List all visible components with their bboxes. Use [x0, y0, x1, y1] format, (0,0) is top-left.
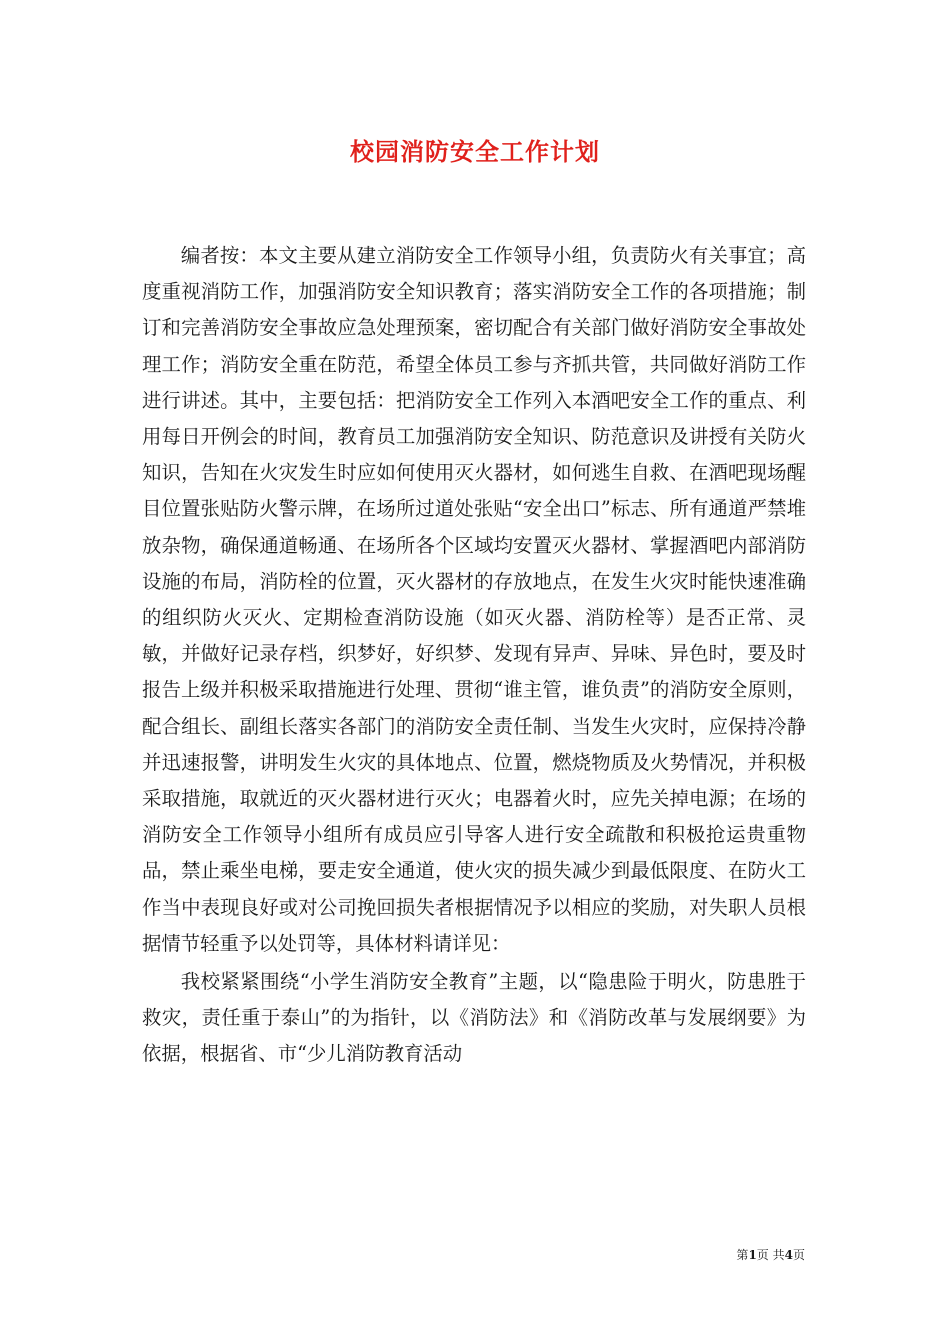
body-paragraph: 我校紧紧围绕“小学生消防安全教育”主题，以“隐患险于明火，防患胜于救灾，责任重于泰山”的为指针，以《消防法》和《消防改革与发展纲要》为依据，根据省、市“少儿消防教育活动 — [142, 970, 806, 1066]
footer-suffix: 页 — [792, 1248, 805, 1262]
footer-total-pages: 4 — [784, 1248, 793, 1262]
editor-note-paragraph: 编者按：本文主要从建立消防安全工作领导小组，负责防火有关事宜；高度重视消防工作，加强消防安全知识教育；落实消防安全工作的各项措施；制订和完善消防安全事故应急处理预案，密切配合有关部门做好消防安全事故处理工作；消防安全重在防范，希望全体员工参与齐抓共管，共同做好消防工作进行讲述。其中，主要包括：把消防安全工作列入本酒吧安全工作的重点、利用每日开例会的时间，教育员工加强消防安全知识、防范意识及讲授有关防火知识，告知在火灾发生时应如何使用灭火器材，如何逃生自救、在酒吧现场醒目位置张贴防火警示牌，在场所过道处张贴“安全出口”标志、所有通道严禁堆放杂物，确保通道畅通、在场所各个区域均安置灭火器材、掌握酒吧内部消防设施的布局，消防栓的位置，灭火器材的存放地点，在发生火灾时能快速准确的组织防火灭火、定期检查消防设施（如灭火器、消防栓等）是否正常、灵敏，并做好记录存档，织梦好，好织梦、发现有异声、异味、异色时，要及时报告上级并积极采取措施进行处理、贯彻“谁主管，谁负责”的消防安全原则，配合组长、副组长落实各部门的消防安全责任制、当发生火灾时，应保持冷静并迅速报警，讲明发生火灾的具体地点、位置，燃烧物质及火势情况，并积极采取措施，取就近的灭火器材进行灭火；电器着火时，应先关掉电源；在场的消防安全工作领导小组所有成员应引导客人进行安全疏散和积极抢运贵重物品，禁止乘坐电梯，要走安全通道，使火灾的损失减少到最低限度、在防火工作当中表现良好或对公司挽回损失者根据情况予以相应的奖励，对失职人员根据情节轻重予以处罚等，具体材料请详见： — [142, 244, 806, 955]
page-number-footer — [736, 1246, 805, 1263]
document-title: 校园消防安全工作计划 — [350, 138, 600, 166]
document-body — [142, 238, 806, 1073]
footer-middle: 页 共 — [756, 1248, 785, 1262]
footer-prefix: 第 — [736, 1248, 749, 1262]
footer-current-page: 1 — [748, 1248, 757, 1262]
